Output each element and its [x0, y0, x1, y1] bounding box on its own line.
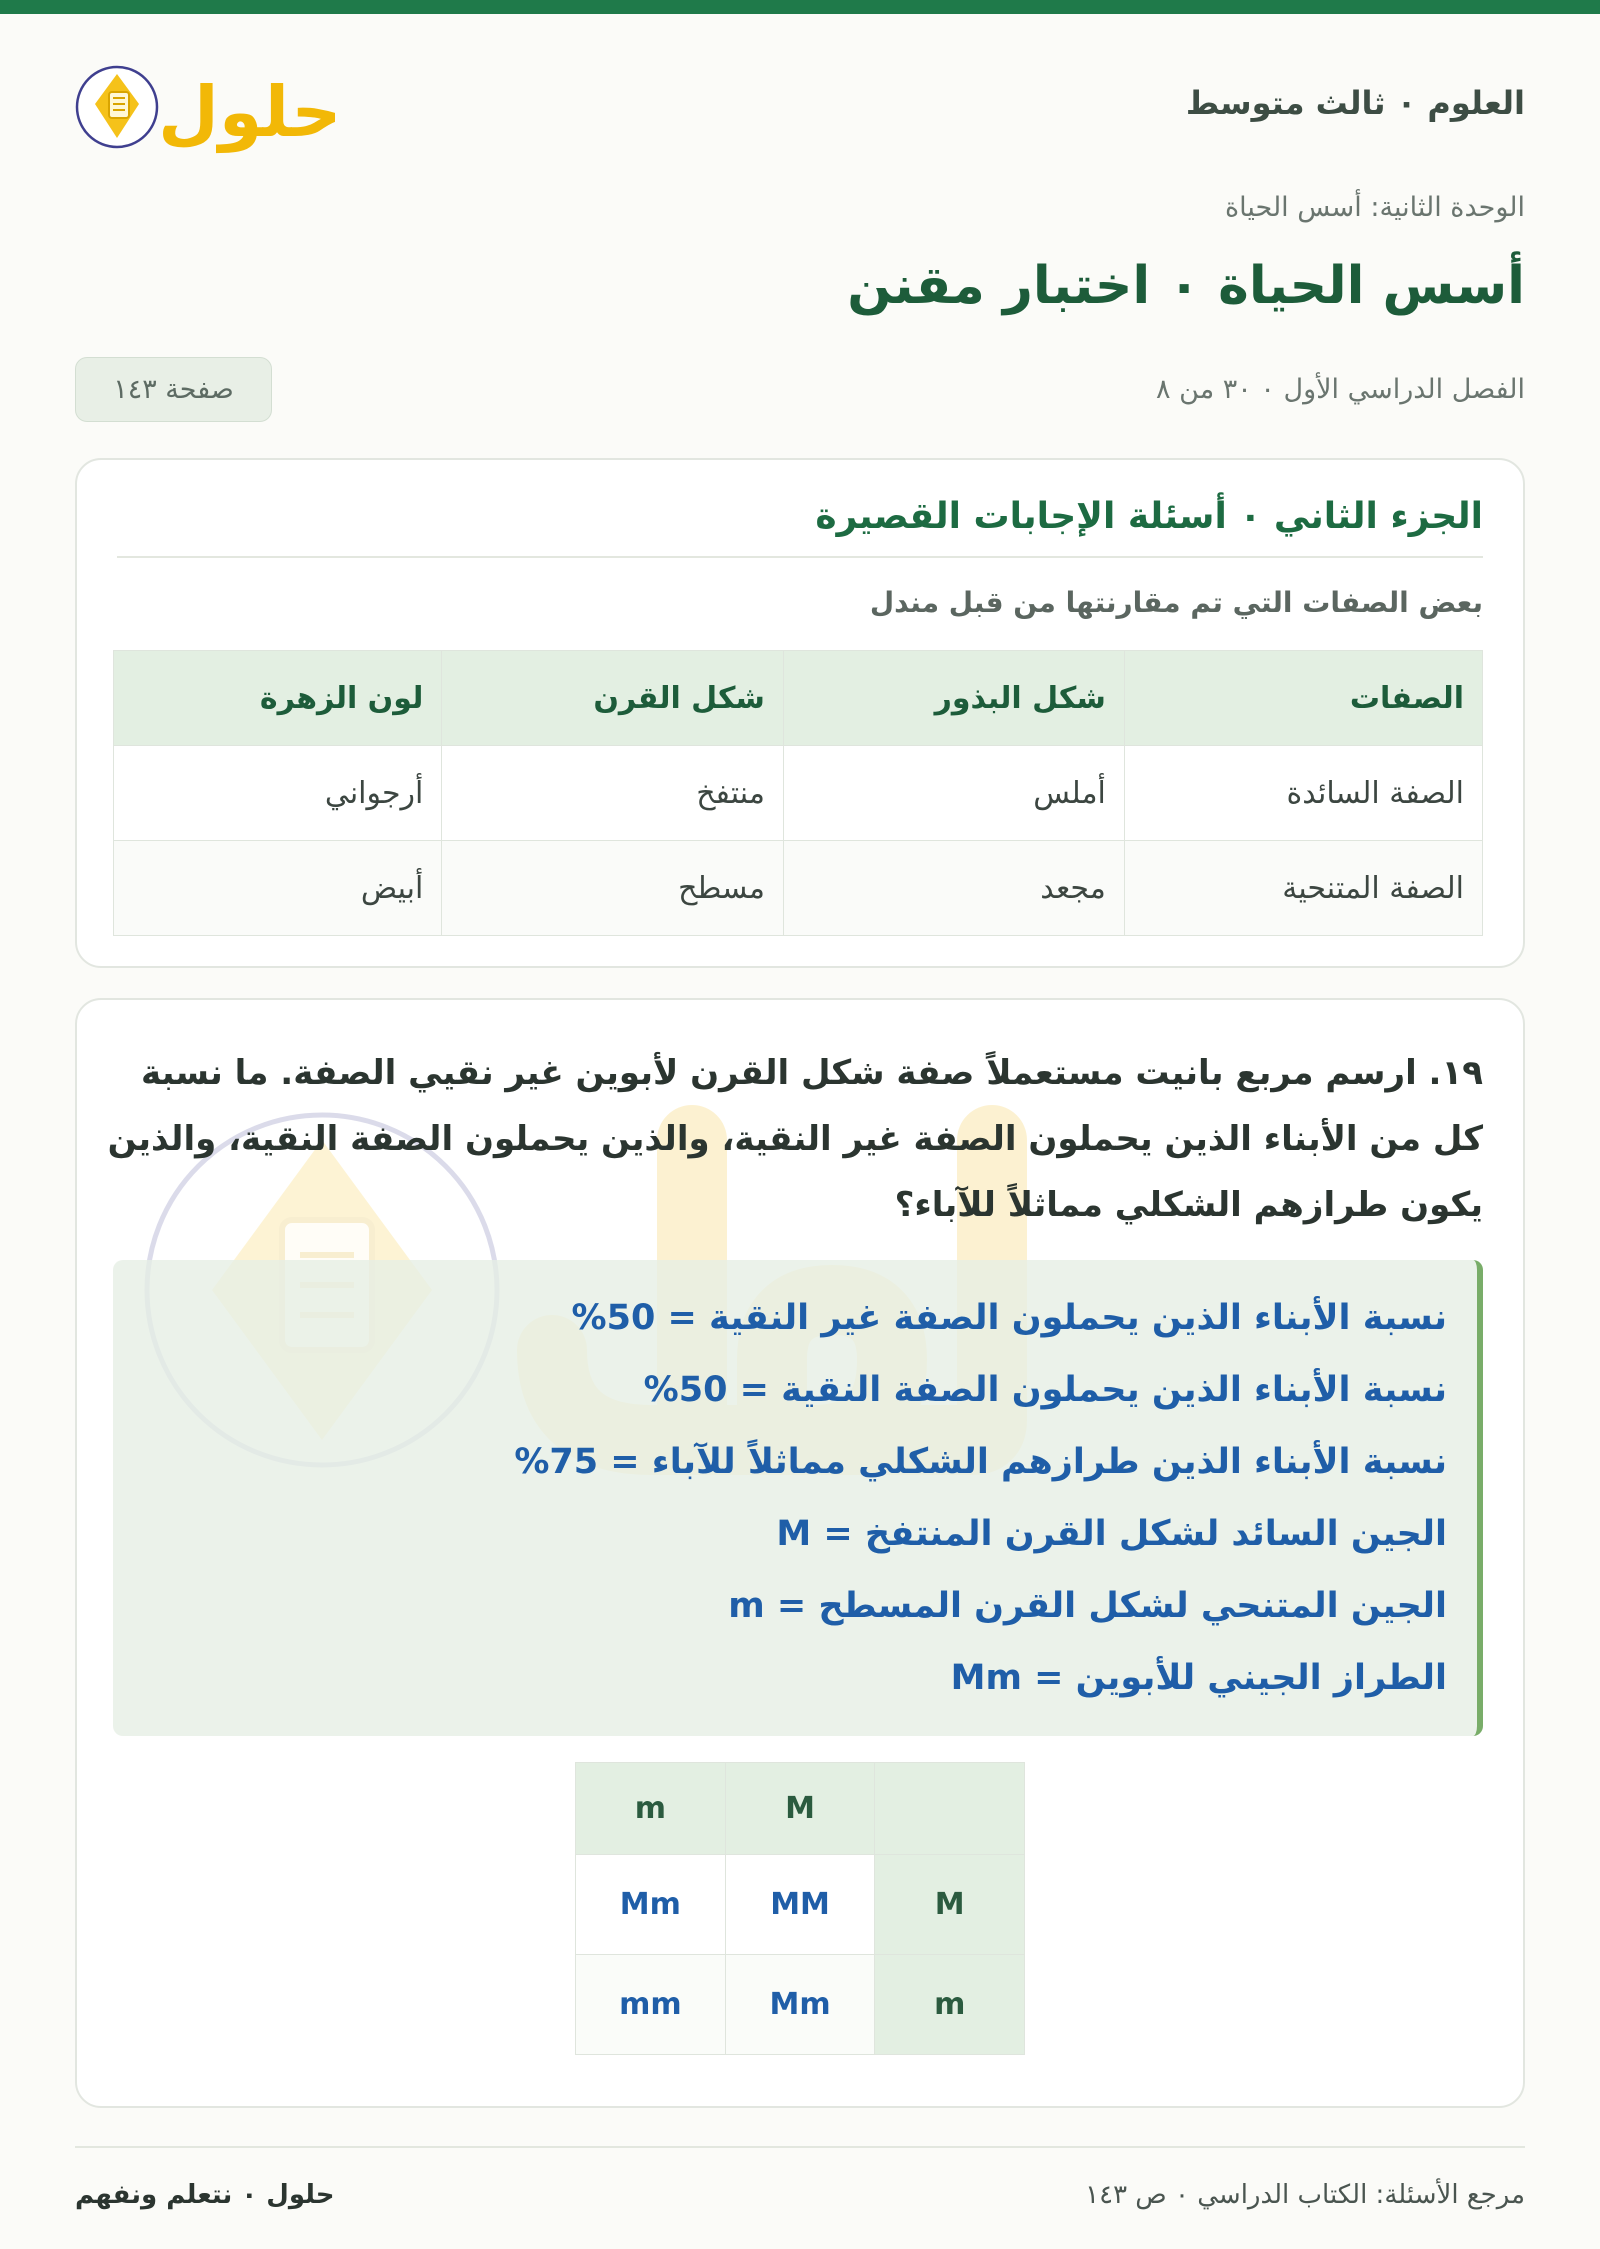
table-cell: أملس — [783, 746, 1124, 841]
table-cell: الصفة السائدة — [1124, 746, 1482, 841]
answer-line: الطراز الجيني للأبوين = Mm — [950, 1658, 1447, 1698]
section-divider — [117, 556, 1483, 558]
traits-card — [75, 458, 1525, 968]
punnett-header-row — [576, 1763, 1025, 1855]
punnett-allele-cell: M — [725, 1763, 875, 1855]
answer-line: نسبة الأبناء الذين طرازهم الشكلي مماثلاً للآباء = 75% — [514, 1442, 1447, 1482]
answer-box — [113, 1260, 1483, 1736]
section-title: الجزء الثاني ٠ أسئلة الإجابات القصيرة — [815, 496, 1483, 537]
logo-wordmark: حلول — [158, 71, 335, 153]
answer-line: نسبة الأبناء الذين يحملون الصفة غير النقية = 50% — [571, 1298, 1447, 1338]
punnett-row — [576, 1955, 1025, 2055]
punnett-genotype-cell: mm — [576, 1955, 726, 2055]
answer-line: نسبة الأبناء الذين يحملون الصفة النقية = 50% — [643, 1370, 1447, 1410]
hulul-logo[interactable] — [75, 52, 335, 162]
table-caption: بعض الصفات التي تم مقارنتها من قبل مندل — [869, 586, 1483, 619]
page-header — [75, 52, 1525, 162]
footer-reference: مرجع الأسئلة: الكتاب الدراسي ٠ ص ١٤٣ — [1085, 2180, 1525, 2210]
unit-label: الوحدة الثانية: أسس الحياة — [1225, 192, 1525, 223]
punnett-allele-cell: m — [875, 1955, 1025, 2055]
footer-divider — [75, 2146, 1525, 2148]
punnett-corner-cell — [875, 1763, 1025, 1855]
punnett-genotype-cell: Mm — [576, 1855, 726, 1955]
punnett-row — [576, 1855, 1025, 1955]
table-cell: منتفخ — [442, 746, 784, 841]
table-cell: مسطح — [442, 841, 784, 936]
mendel-traits-table — [113, 650, 1483, 936]
punnett-allele-cell: m — [576, 1763, 726, 1855]
page-number-badge: صفحة ١٤٣ — [75, 357, 272, 422]
term-label: الفصل الدراسي الأول ٠ ٣٠ من ٨ — [1156, 374, 1525, 405]
table-row — [114, 746, 1483, 841]
punnett-square — [575, 1762, 1025, 2055]
page-title: أسس الحياة ٠ اختبار مقنن — [847, 256, 1525, 316]
punnett-allele-cell: M — [875, 1855, 1025, 1955]
top-accent-bar — [0, 0, 1600, 14]
table-cell: الصفة المتنحية — [1124, 841, 1482, 936]
table-header-cell: الصفات — [1124, 651, 1482, 746]
table-cell: أرجواني — [114, 746, 442, 841]
table-row — [114, 841, 1483, 936]
footer-brand: حلول ٠ نتعلم ونفهم — [75, 2180, 335, 2210]
table-header-row — [114, 651, 1483, 746]
punnett-genotype-cell: MM — [725, 1855, 875, 1955]
answer-line: الجين المتنحي لشكل القرن المسطح = m — [728, 1586, 1447, 1626]
table-header-cell: شكل القرن — [442, 651, 784, 746]
answer-line: الجين السائد لشكل القرن المنتفخ = M — [776, 1514, 1447, 1554]
table-header-cell: شكل البذور — [783, 651, 1124, 746]
table-cell: مجعد — [783, 841, 1124, 936]
punnett-genotype-cell: Mm — [725, 1955, 875, 2055]
question-text: ١٩. ارسم مربع بانيت مستعملاً صفة شكل القرن لأبوين غير نقيي الصفة. ما نسبة كل من الأبناء الذين يحملون الصفة غير النقية، والذين يحملون الصفة النقية، والذين يكون طرازهم الشكلي مماثلاً للآباء؟ — [107, 1053, 1483, 1225]
subject-label: العلوم ٠ ثالث متوسط — [1185, 84, 1525, 122]
question-card — [75, 998, 1525, 2108]
table-cell: أبيض — [114, 841, 442, 936]
table-header-cell: لون الزهرة — [114, 651, 442, 746]
